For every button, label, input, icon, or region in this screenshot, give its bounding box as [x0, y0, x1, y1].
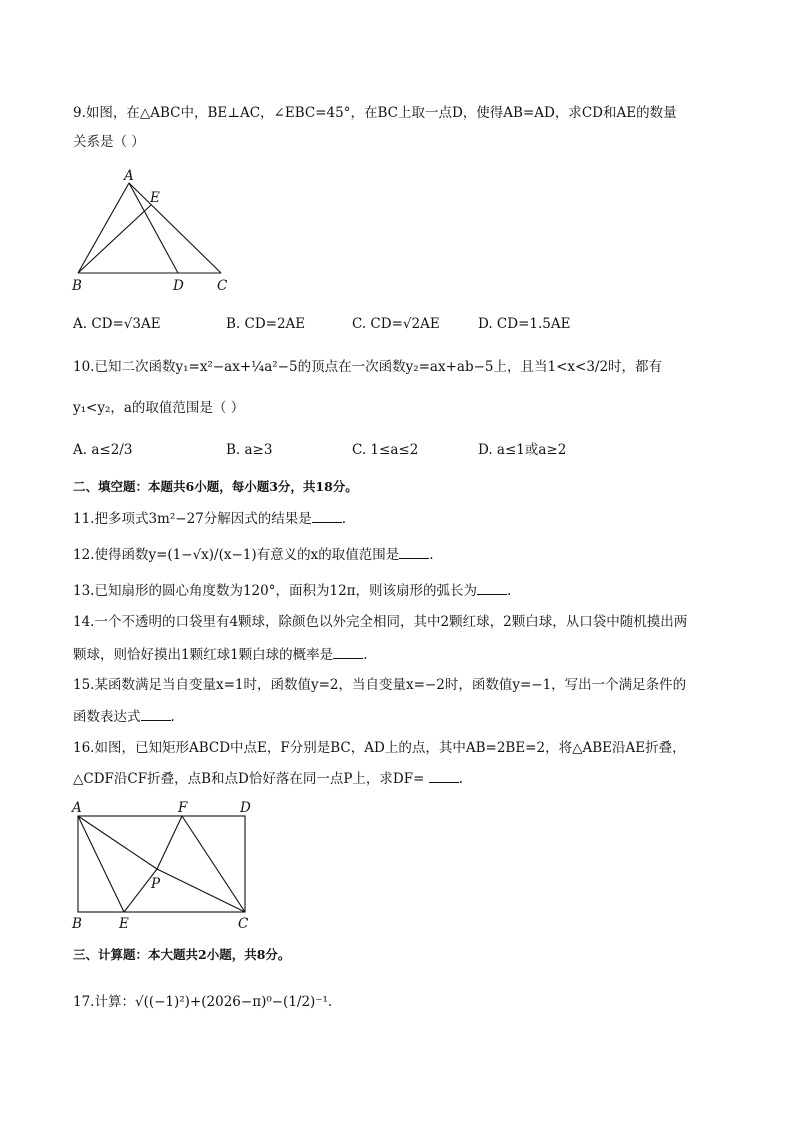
q16-label-a: A [72, 800, 82, 816]
q9-label-b: B [72, 278, 82, 294]
q10-option-b: B. a≥3 [226, 442, 273, 458]
q16-segment-fc [182, 816, 245, 912]
q15-text-line2: 函数表达式 [73, 709, 141, 725]
section-2-heading: 二、填空题：本题共6小题，每小题3分，共18分。 [73, 479, 358, 494]
q16-text-line2: △CDF沿CF折叠，点B和点D恰好落在同一点P上，求DF= [73, 771, 425, 787]
q9-label-d: D [173, 278, 184, 294]
q16-segment-fp [157, 816, 182, 869]
q9-stem-line1: 9.如图，在△ABC中，BE⊥AC，∠EBC=45°，在BC上取一点D，使得AB=AD，求CD和AE的数量 [73, 105, 677, 121]
q9-option-d: D. CD=1.5AE [478, 316, 571, 332]
section-3-heading: 三、计算题：本大题共2小题，共8分。 [73, 947, 291, 962]
q17-stem: 17.计算：√((−1)²)+(2026−π)⁰−(1/2)⁻¹. [73, 994, 333, 1010]
q9-option-b: B. CD=2AE [226, 316, 306, 332]
q10-stem-line2: y₁<y₂，a的取值范围是（ ） [73, 400, 245, 416]
q16-stem-line1: 16.如图，已知矩形ABCD中点E，F分别是BC，AD上的点，其中AB=2BE=2，将△ABE沿AE折叠， [73, 740, 686, 756]
q10-option-a: A. a≤2/3 [73, 442, 133, 458]
q15-stem-line2: 函数表达式 . [73, 706, 175, 727]
q12-stem: 12.使得函数y=(1−√x)/(x−1)有意义的x的取值范围是 . [73, 544, 434, 565]
q13-stem: 13.已知扇形的圆心角度数为120°，面积为12π，则该扇形的弧长为 . [73, 580, 511, 601]
q16-label-p: P [151, 876, 161, 892]
q16-label-f: F [178, 800, 188, 816]
q9-option-a: A. CD=√3AE [73, 316, 161, 332]
q16-stem-line2: △CDF沿CF折叠，点B和点D恰好落在同一点P上，求DF= . [73, 768, 463, 789]
q16-label-c: C [238, 916, 249, 932]
q9-label-c: C [217, 278, 228, 294]
q14-stem-line2: 颗球，则恰好摸出1颗红球1颗白球的概率是 . [73, 644, 367, 665]
q15-stem-line1: 15.某函数满足当自变量x=1时，函数值y=2，当自变量x=−2时，函数值y=−1，写出一个满足条件的 [73, 677, 687, 693]
q9-label-e: E [150, 190, 160, 206]
q13-text: 13.已知扇形的圆心角度数为120°，面积为12π，则该扇形的弧长为 [73, 583, 478, 599]
q10-option-d: D. a≤1或a≥2 [478, 442, 567, 458]
q14-stem-line1: 14.一个不透明的口袋里有4颗球，除颜色以外完全相同，其中2颗红球，2颗白球，从口袋中随机摸出两 [73, 614, 688, 630]
q9-label-a: A [124, 168, 134, 184]
q16-segment-ae [78, 816, 124, 912]
q16-segment-ap [78, 816, 157, 869]
q16-label-b: B [72, 916, 82, 932]
q12-text: 12.使得函数y=(1−√x)/(x−1)有意义的x的取值范围是 [73, 547, 400, 563]
q16-rectangle-abcd [78, 816, 245, 912]
q16-label-e: E [119, 916, 129, 932]
q11-stem: 11.把多项式3m²−27分解因式的结果是 . [73, 508, 346, 529]
q9-stem-line2: 关系是（ ） [73, 134, 145, 150]
q16-segment-pc [157, 869, 245, 912]
q9-option-c: C. CD=√2AE [352, 316, 440, 332]
q11-text: 11.把多项式3m²−27分解因式的结果是 [73, 511, 312, 527]
q14-text-line2: 颗球，则恰好摸出1颗红球1颗白球的概率是 [73, 647, 334, 663]
q10-stem-line1: 10.已知二次函数y₁=x²−ax+¼a²−5的顶点在一次函数y₂=ax+ab−5上，且当1<x<3/2时，都有 [73, 359, 663, 375]
q16-label-d: D [240, 800, 251, 816]
q10-option-c: C. 1≤a≤2 [352, 442, 419, 458]
